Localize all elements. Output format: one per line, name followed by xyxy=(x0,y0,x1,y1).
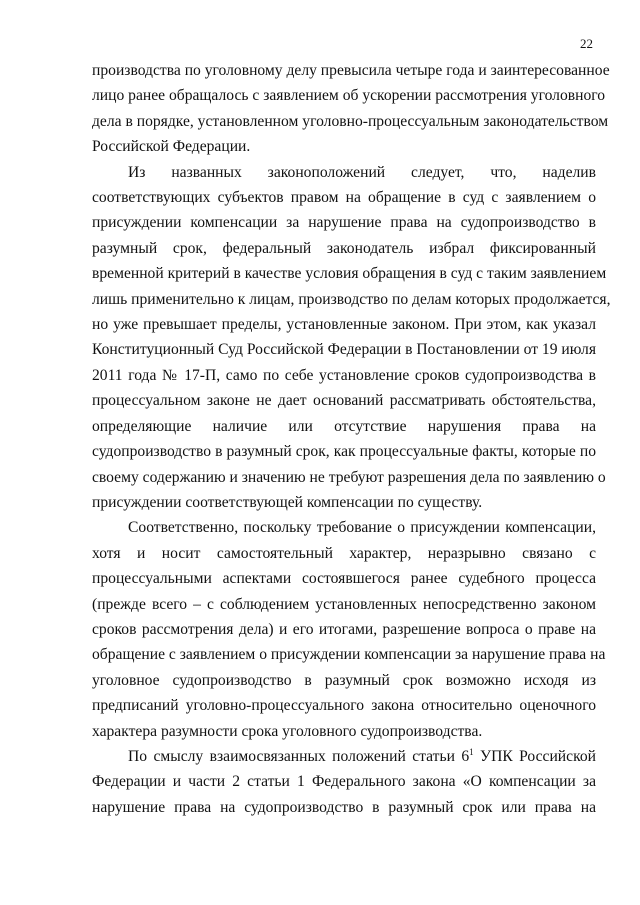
text-line-content: судопроизводство в разумный срок, как процессуальные факты, которые по xyxy=(92,443,596,461)
text-line xyxy=(92,592,596,617)
text-line xyxy=(92,236,596,261)
page-number: 22 xyxy=(580,36,593,51)
text-line-content: лицо ранее обращалось с заявлением об ускорении рассмотрения уголовного xyxy=(92,87,606,105)
text-line-content: дела в порядке, установленном уголовно-процессуальным законодательством xyxy=(92,112,609,130)
text-line-content: предписаний уголовно-процессуального закона относительно оценочного xyxy=(92,697,596,715)
text-line xyxy=(92,414,596,439)
text-line xyxy=(92,337,596,362)
text-line xyxy=(92,312,596,337)
text-line-content: присуждении компенсации за нарушение права на судопроизводство в xyxy=(92,214,596,232)
text-line xyxy=(92,185,596,210)
text-line xyxy=(92,617,596,642)
text-line xyxy=(92,668,596,693)
text-line-content: сроков рассмотрения дела) и его итогами, разрешение вопроса о праве на xyxy=(92,620,596,638)
text-line xyxy=(92,490,596,515)
text-line xyxy=(92,210,596,235)
text-line-content: соответствующих субъектов правом на обращение в суд с заявлением о xyxy=(92,189,596,207)
text-line-content: Федерации и части 2 статьи 1 Федерального закона «О компенсации за xyxy=(92,773,596,791)
text-line xyxy=(92,160,596,185)
text-line-content: определяющие наличие или отсутствие нарушения права на xyxy=(92,417,596,435)
text-line xyxy=(92,515,596,540)
text-line xyxy=(92,566,596,591)
text-line-content: 2011 года № 17-П, само по себе установление сроков судопроизводства в xyxy=(92,366,596,384)
text-line-content: Конституционный Суд Российской Федерации в Постановлении от 19 июля xyxy=(92,341,596,359)
text-line xyxy=(92,261,607,286)
text-line xyxy=(92,134,596,159)
text-line-content: (прежде всего – с соблюдением установленных непосредственно законом xyxy=(92,595,596,613)
text-line-content: присуждении соответствующей компенсации по существу. xyxy=(92,493,483,511)
text-line-content: обращение с заявлением о присуждении компенсации за нарушение права на xyxy=(92,646,606,664)
text-line xyxy=(92,465,606,490)
text-line xyxy=(92,719,596,744)
text-line xyxy=(92,439,596,464)
text-line-content: нарушение права на судопроизводство в разумный срок или права на xyxy=(92,798,596,816)
text-line xyxy=(92,795,596,820)
text-line-content: временной критерий в качестве условия обращения в суд с таким заявлением xyxy=(92,265,607,283)
text-line-continuation: УПК Российской xyxy=(473,747,596,765)
text-line xyxy=(92,83,606,108)
text-line-content: лишь применительно к лицам, производство по делам которых продолжается, xyxy=(92,290,611,308)
text-line-content: Соответственно, поскольку требование о присуждении компенсации, xyxy=(128,519,596,537)
text-line-content: процессуальном законе не дает оснований рассматривать обстоятельства, xyxy=(92,392,596,410)
text-line-content: По смыслу взаимосвязанных положений статьи 6 xyxy=(128,747,470,765)
text-line xyxy=(92,744,596,769)
text-line-content: Из названных законоположений следует, что, наделив xyxy=(128,163,596,181)
text-line xyxy=(92,541,596,566)
text-line-content: производства по уголовному делу превысила четыре года и заинтересованное xyxy=(92,62,610,79)
text-line-content: разумный срок, федеральный законодатель избрал фиксированный xyxy=(92,239,596,257)
text-line-content: процессуальными аспектами состоявшегося ранее судебного процесса xyxy=(92,570,596,588)
text-line-content: своему содержанию и значению не требуют разрешения дела по заявлению о xyxy=(92,468,606,486)
superscript: 1 xyxy=(469,746,474,757)
text-line-content: Российской Федерации. xyxy=(92,138,251,156)
text-line-content: характера разумности срока уголовного судопроизводства. xyxy=(92,722,483,740)
text-line-content: но уже превышает пределы, установленные законом. При этом, как указал xyxy=(92,316,596,334)
text-line-content: хотя и носит самостоятельный характер, неразрывно связано с xyxy=(92,544,596,562)
document-body xyxy=(92,58,611,820)
text-line xyxy=(92,287,611,312)
text-line xyxy=(92,769,596,794)
text-line xyxy=(92,388,596,413)
text-line xyxy=(92,109,609,134)
text-line xyxy=(92,693,596,718)
text-line-content: уголовное судопроизводство в разумный срок возможно исходя из xyxy=(92,671,596,689)
text-line xyxy=(92,58,610,83)
text-line xyxy=(92,363,596,388)
text-line xyxy=(92,642,606,667)
